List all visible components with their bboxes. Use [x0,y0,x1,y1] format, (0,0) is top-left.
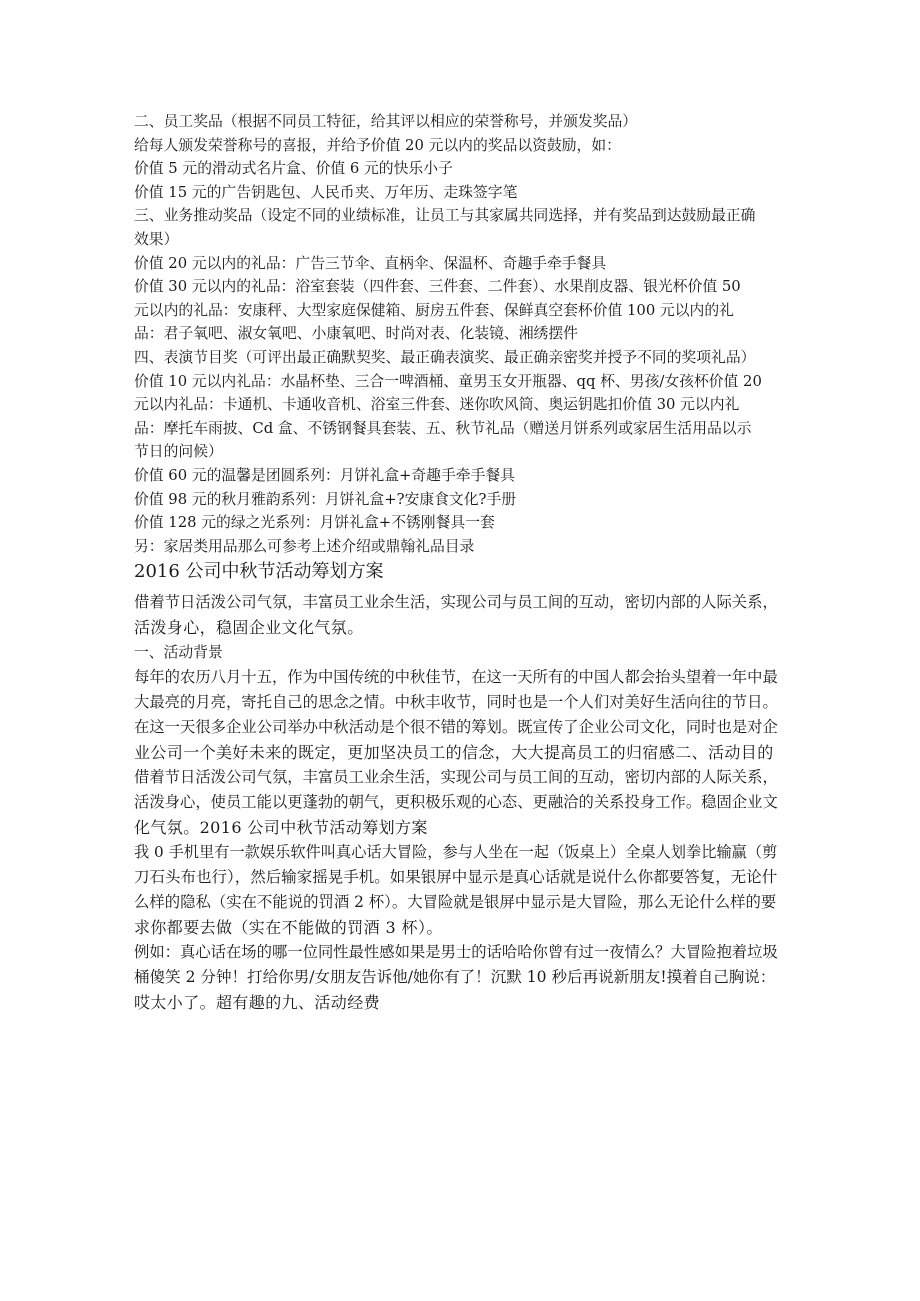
text-line: 活泼身心，使员工能以更蓬勃的朝气，更积极乐观的心态、更融洽的关系投身工作。稳固企业文 [134,793,778,812]
text-line: 四、表演节目奖（可评出最正确默契奖、最正确表演奖、最正确亲密奖并授予不同的奖项礼品） [134,348,756,366]
text-line: 例如：真心话在场的哪一位同性最性感如果是男士的话哈哈你曾有过一夜情么？大冒险抱着垃圾 [134,943,778,962]
text-line: 价值 128 元的绿之光系列：月饼礼盒+不锈刚餐具一套 [134,514,495,532]
text-line: 业公司一个美好未来的既定，更加坚决员工的信念，大大提高员工的归宿感二、活动目的 [134,743,774,763]
text-line: 刀石头布也行），然后输家摇晃手机。如果银屏中显示是真心话就是说什么你都要答复，无论什 [134,868,778,887]
text-line: 么样的隐私（实在不能说的罚酒 2 杯）。大冒险就是银屏中显示是大冒险，那么无论什么样的要 [134,893,777,912]
text-line: 一、活动背景 [134,644,223,662]
award-gifts-section [134,110,794,558]
text-line: 节日的问候） [134,443,223,461]
text-line: 借着节日活泼公司气氛，丰富员工业余生活，实现公司与员工间的互动，密切内部的人际关系， [134,593,778,612]
text-line: 另：家居类用品那么可参考上述介绍或鼎翰礼品目录 [134,537,475,555]
document-body [134,110,794,1015]
text-line: 价值 30 元以内的礼品：浴室套装（四件套、三件套、二件套）、水果削皮器、银光杯价值 50 [134,278,741,296]
text-line: 在这一天很多企业公司举办中秋活动是个很不错的筹划。既宣传了企业公司文化，同时也是对企 [134,718,778,737]
text-line: 求你都要去做（实在不能做的罚酒 3 杯）。 [134,918,443,938]
text-line: 哎太小了。超有趣的九、活动经费 [134,993,381,1013]
text-line: 二、员工奖品（根据不同员工特征，给其评以相应的荣誉称号，并颁发奖品） [134,113,638,130]
text-line: 品：君子氧吧、淑女氧吧、小康氧吧、时尚对表、化装镜、湘绣摆件 [134,325,578,343]
text-line: 效果） [134,230,179,248]
text-line: 每年的农历八月十五，作为中国传统的中秋佳节，在这一天所有的中国人都会抬头望着一年中最 [134,668,778,687]
text-line: 价值 15 元的广告钥匙包、人民币夹、万年历、走珠签字笔 [134,183,518,201]
text-line: 价值 98 元的秋月雅韵系列：月饼礼盒+?安康食文化?手册 [134,490,517,508]
text-line: 给每人颁发荣誉称号的喜报，并给予价值 20 元以内的奖品以资鼓励，如： [134,136,621,154]
text-line: 价值 20 元以内的礼品：广告三节伞、直柄伞、保温杯、奇趣手牵手餐具 [134,254,607,272]
text-line: 借着节日活泼公司气氛，丰富员工业余生活，实现公司与员工间的互动，密切内部的人际关系， [134,768,778,787]
text-line: 三、业务推动奖品（设定不同的业绩标准，让员工与其家属共同选择，并有奖品到达鼓励最正确 [134,207,756,225]
text-line: 品：摩托车雨披、Cd 盒、不锈钢餐具套装、五、秋节礼品（赠送月饼系列或家居生活用品以示 [134,419,752,437]
text-line: 元以内礼品：卡通机、卡通收音机、浴室三件套、迷你吹风筒、奥运钥匙扣价值 30 元以内礼 [134,396,740,414]
text-line: 价值 60 元的温馨是团圆系列：月饼礼盒+奇趣手牵手餐具 [134,466,515,484]
text-line: 化气氛。2016 公司中秋节活动筹划方案 [134,818,428,838]
text-line: 桶傻笑 2 分钟！打给你男/女朋友告诉他/她你有了！沉默 10 秒后再说新朋友!摸着自己胸说： [134,968,776,987]
activity-plan-section [134,590,794,1015]
text-line: 价值 5 元的滑动式名片盒、价值 6 元的快乐小子 [134,160,453,178]
text-line: 我 0 手机里有一款娱乐软件叫真心话大冒险，参与人坐在一起（饭桌上）全桌人划拳比输赢（剪 [134,843,778,862]
text-line: 大最亮的月亮，寄托自己的思念之情。中秋丰收节，同时也是一个人们对美好生活向往的节日。 [134,693,778,712]
text-line: 价值 10 元以内礼品：水晶杯垫、三合一啤酒桶、童男玉女开瓶器、qq 杯、男孩/女孩杯价值 20 [134,372,762,390]
text-line: 活泼身心，稳固企业文化气氛。 [134,618,364,638]
text-line: 元以内的礼品：安康秤、大型家庭保健箱、厨房五件套、保鲜真空套杯价值 100 元以内的礼 [134,301,734,319]
section-heading: 2016 公司中秋节活动筹划方案 [134,561,384,583]
